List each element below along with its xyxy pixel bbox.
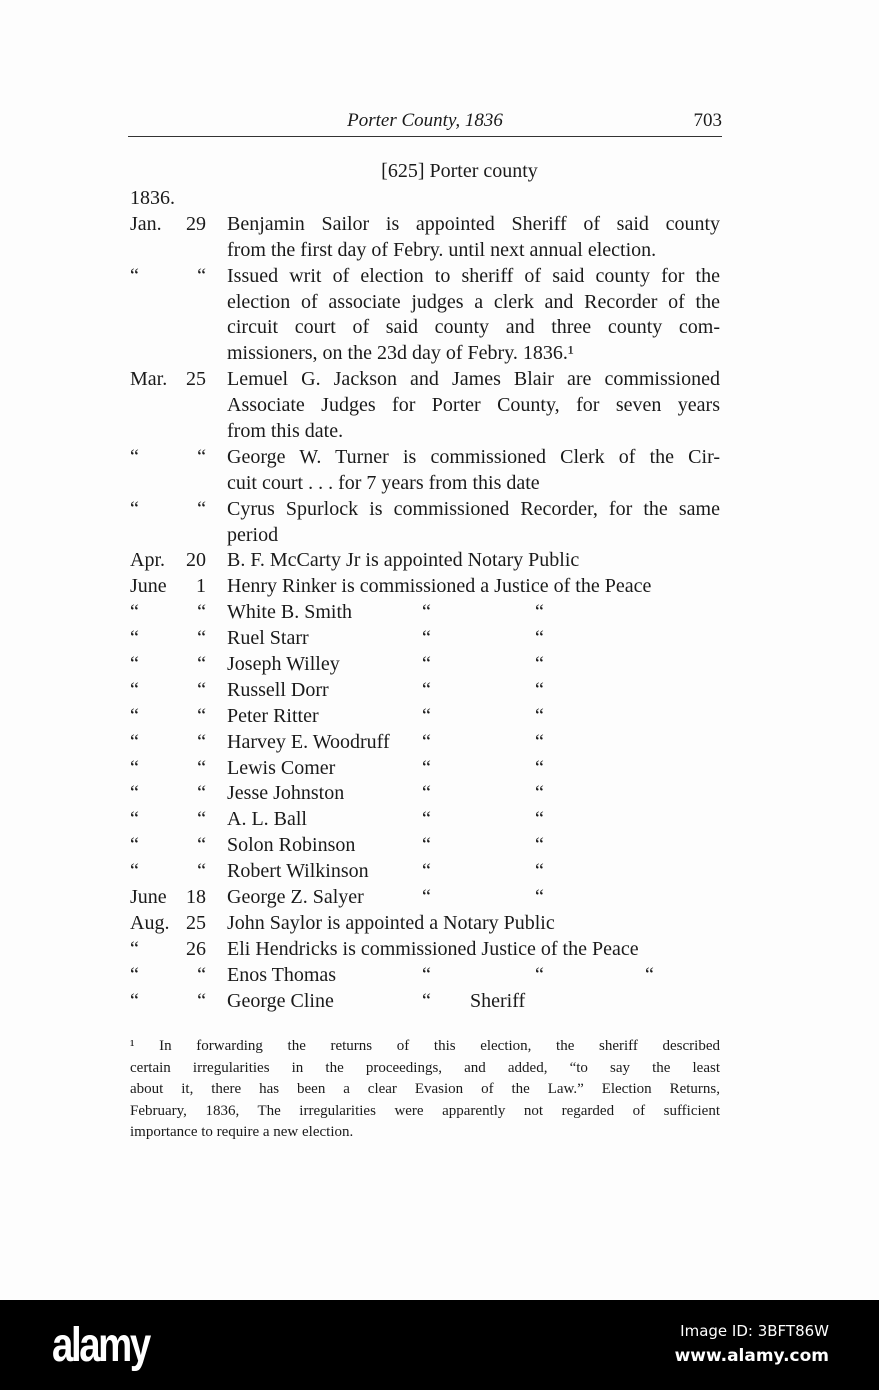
- entry-day: “: [197, 653, 206, 676]
- entry-month: “: [130, 989, 139, 1012]
- entry-day: 25: [186, 911, 206, 934]
- entry-month: June: [130, 575, 167, 598]
- justice-name: Peter Ritter: [227, 704, 319, 727]
- ditto-mark: “: [422, 860, 431, 883]
- header-title: Porter County, 1836: [347, 110, 503, 131]
- entry-day: 18: [186, 886, 206, 909]
- entry-day: “: [197, 730, 206, 753]
- entry-month: “: [130, 704, 139, 727]
- entry-month: Mar.: [130, 368, 168, 391]
- ditto-mark: “: [422, 886, 431, 909]
- entry-month: “: [130, 834, 139, 857]
- sheriff-name: George Cline: [227, 989, 334, 1012]
- entry-text: Issued writ of election to sheriff of said county for the: [227, 264, 720, 287]
- justice-name: White B. Smith: [227, 601, 352, 624]
- justice-row: [130, 626, 720, 652]
- entry-month: “: [130, 808, 139, 831]
- entry-month: “: [130, 730, 139, 753]
- ditto-mark: “: [535, 653, 544, 676]
- entry-month: “: [130, 756, 139, 779]
- justice-name: Lewis Comer: [227, 756, 336, 779]
- footnote-line: ¹ In forwarding the returns of this election, the sheriff described: [130, 1038, 720, 1054]
- ditto-mark: “: [535, 678, 544, 701]
- entry-day: 20: [186, 549, 206, 572]
- entry-line: [130, 264, 720, 290]
- entry-month: “: [130, 264, 139, 287]
- entry-text: B. F. McCarty Jr is appointed Notary Public: [227, 549, 580, 572]
- justice-row: [130, 600, 720, 626]
- entry-month: June: [130, 886, 167, 909]
- justice-row: [130, 833, 720, 859]
- justice-name: Solon Robinson: [227, 834, 356, 857]
- entry-day: “: [197, 627, 206, 650]
- footnote-line: about it, there has been a clear Evasion of the Law.” Election Returns,: [130, 1081, 720, 1097]
- entry-line: [130, 212, 720, 238]
- footnote-line: importance to require a new election.: [130, 1124, 354, 1140]
- footnote: [130, 1036, 720, 1144]
- entry-month: Jan.: [130, 212, 162, 235]
- entry-line: [130, 937, 720, 963]
- entry-line: [130, 911, 720, 937]
- ditto-mark: “: [422, 963, 431, 986]
- image-id: Image ID: 3BFT86W: [680, 1322, 829, 1340]
- justice-name: Ruel Starr: [227, 627, 309, 650]
- entry-month: “: [130, 445, 139, 468]
- entry-line: [130, 548, 720, 574]
- page-number: 703: [693, 110, 722, 131]
- year-label: 1836.: [130, 187, 175, 209]
- entry-month: “: [130, 653, 139, 676]
- entry-day: “: [197, 445, 206, 468]
- ditto-mark: “: [535, 601, 544, 624]
- entry-day: “: [197, 704, 206, 727]
- entry-month: “: [130, 963, 139, 986]
- entry-text: George W. Turner is commissioned Clerk of the Cir-: [227, 445, 720, 468]
- ditto-mark: “: [422, 601, 431, 624]
- ditto-mark: “: [422, 653, 431, 676]
- entry-day: 26: [186, 937, 206, 960]
- justice-name: Harvey E. Woodruff: [227, 730, 390, 753]
- ditto-mark: “: [535, 886, 544, 909]
- entry-month: “: [130, 860, 139, 883]
- watermark-bar: [0, 1300, 879, 1390]
- justice-row: [130, 963, 720, 989]
- justice-name: Joseph Willey: [227, 653, 340, 676]
- entry-day: “: [197, 989, 206, 1012]
- entry-month: “: [130, 782, 139, 805]
- justice-row: [130, 807, 720, 833]
- justice-row: [130, 704, 720, 730]
- entry-text: election of associate judges a clerk and Recorder of the: [227, 290, 720, 313]
- entry-line: [130, 290, 720, 316]
- entry-line: [130, 523, 720, 549]
- ditto-mark: “: [535, 627, 544, 650]
- ditto-mark: “: [422, 678, 431, 701]
- entry-day: “: [197, 601, 206, 624]
- justice-name: George Z. Salyer: [227, 886, 364, 909]
- entry-month: Apr.: [130, 549, 165, 572]
- entry-line: [130, 393, 720, 419]
- entry-day: “: [197, 756, 206, 779]
- entry-line: [130, 341, 720, 367]
- ditto-mark: “: [535, 963, 544, 986]
- entry-line: [130, 574, 720, 600]
- entry-day: 1: [196, 575, 206, 598]
- ditto-mark: “: [535, 756, 544, 779]
- alamy-logo: alamy: [52, 1319, 149, 1372]
- ditto-mark: “: [422, 782, 431, 805]
- justice-row: [130, 859, 720, 885]
- ditto-mark: “: [645, 963, 654, 986]
- entry-text: circuit court of said county and three county com-: [227, 316, 720, 339]
- entry-line: [130, 497, 720, 523]
- entry-line: [130, 238, 720, 264]
- entry-text: from the first day of Febry. until next annual election.: [227, 238, 657, 261]
- entry-month: “: [130, 497, 139, 520]
- entry-month: “: [130, 937, 139, 960]
- ditto-mark: “: [535, 834, 544, 857]
- entry-month: “: [130, 601, 139, 624]
- entry-line: [130, 419, 720, 445]
- running-header: [128, 110, 722, 137]
- ditto-mark: “: [535, 860, 544, 883]
- ditto-mark: “: [535, 704, 544, 727]
- ditto-mark: “: [535, 808, 544, 831]
- entry-day: 25: [186, 368, 206, 391]
- justice-row: [130, 652, 720, 678]
- ditto-mark: “: [422, 989, 431, 1012]
- ditto-mark: “: [422, 730, 431, 753]
- sheriff-row: [130, 989, 720, 1015]
- justice-row: [130, 678, 720, 704]
- ditto-mark: “: [535, 730, 544, 753]
- ditto-mark: “: [422, 627, 431, 650]
- entry-day: 29: [186, 212, 206, 235]
- justice-name: Robert Wilkinson: [227, 860, 369, 883]
- entry-text: Cyrus Spurlock is commissioned Recorder, for the same: [227, 497, 720, 520]
- entry-day: “: [197, 808, 206, 831]
- entry-text: from this date.: [227, 420, 344, 443]
- entry-day: “: [197, 963, 206, 986]
- watermark-url: www.alamy.com: [674, 1346, 829, 1366]
- ditto-mark: “: [422, 704, 431, 727]
- entry-text: cuit court . . . for 7 years from this date: [227, 471, 540, 494]
- justice-row: [130, 885, 720, 911]
- entry-text: missioners, on the 23d day of Febry. 1836.¹: [227, 342, 574, 365]
- entry-text: period: [227, 523, 279, 546]
- justice-name: Russell Dorr: [227, 678, 329, 701]
- ditto-mark: “: [422, 808, 431, 831]
- entry-day: “: [197, 782, 206, 805]
- entry-text: Henry Rinker is commissioned a Justice of the Peace: [227, 575, 652, 598]
- justice-name: Jesse Johnston: [227, 782, 345, 805]
- office-label: Sheriff: [470, 989, 526, 1012]
- entry-line: [130, 367, 720, 393]
- record-body: [130, 186, 720, 1015]
- entry-day: “: [197, 860, 206, 883]
- entry-month: “: [130, 627, 139, 650]
- entry-day: “: [197, 834, 206, 857]
- footnote-line: February, 1836, The irregularities were apparently not regarded of sufficient: [130, 1102, 720, 1119]
- justice-row: [130, 756, 720, 782]
- entry-day: “: [197, 678, 206, 701]
- entry-line: [130, 471, 720, 497]
- section-title: [625] Porter county: [381, 160, 538, 182]
- entry-month: “: [130, 678, 139, 701]
- entry-day: “: [197, 497, 206, 520]
- entry-day: “: [197, 264, 206, 287]
- entry-text: Benjamin Sailor is appointed Sheriff of said county: [227, 212, 720, 235]
- justice-row: [130, 730, 720, 756]
- ditto-mark: “: [535, 782, 544, 805]
- entry-text: Eli Hendricks is commissioned Justice of the Peace: [227, 937, 639, 960]
- justice-name: A. L. Ball: [227, 808, 307, 831]
- entry-line: [130, 445, 720, 471]
- entry-text: Associate Judges for Porter County, for seven years: [227, 394, 720, 417]
- entry-text: Lemuel G. Jackson and James Blair are commissioned: [227, 368, 720, 391]
- entry-month: Aug.: [130, 911, 170, 934]
- entry-text: John Saylor is appointed a Notary Public: [227, 911, 555, 934]
- entry-line: [130, 315, 720, 341]
- ditto-mark: “: [422, 834, 431, 857]
- ditto-mark: “: [422, 756, 431, 779]
- justice-name: Enos Thomas: [227, 963, 337, 986]
- justice-row: [130, 781, 720, 807]
- footnote-line: certain irregularities in the proceedings, and added, “to say the least: [130, 1059, 720, 1076]
